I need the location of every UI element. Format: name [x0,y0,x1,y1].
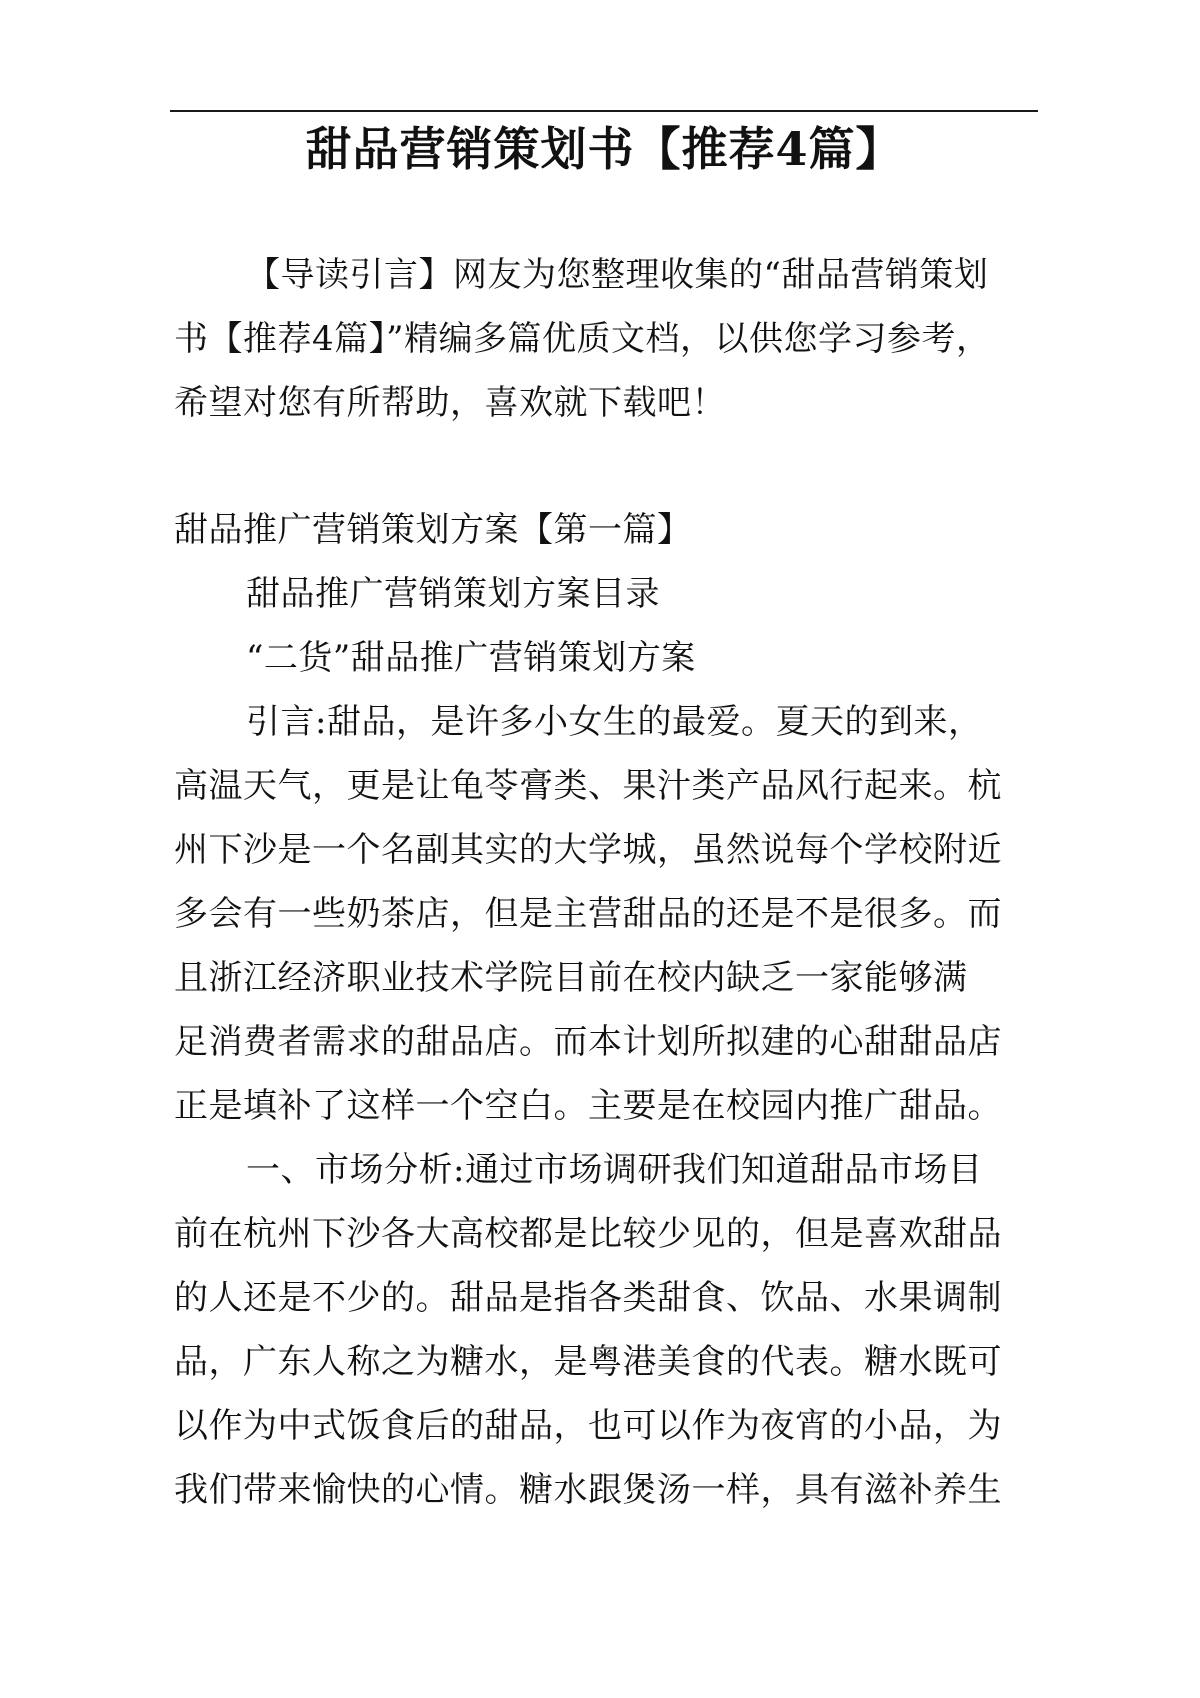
paragraph-line: 品，广东人称之为糖水，是粤港美食的代表。糖水既可 [174,1342,1002,1382]
intro-line: 【导读引言】网友为您整理收集的“甜品营销策划 [246,255,989,295]
document-title: 甜品营销策划书【推荐4篇】 [305,122,903,176]
paragraph-line: 以作为中式饭食后的甜品，也可以作为夜宵的小品，为 [174,1406,1002,1446]
paragraph-line: 正是填补了这样一个空白。主要是在校园内推广甜品。 [174,1086,1002,1126]
paragraph-line: 且浙江经济职业技术学院目前在校内缺乏一家能够满 [174,958,968,998]
intro-line: 书【推荐4篇】”精编多篇优质文档，以供您学习参考， [174,319,991,359]
paragraph-line: 州下沙是一个名副其实的大学城，虽然说每个学校附近 [174,830,1002,870]
paragraph-line: 一、市场分析:通过市场调研我们知道甜品市场目 [246,1150,983,1190]
paragraph-line: 前在杭州下沙各大高校都是比较少见的，但是喜欢甜品 [174,1214,1002,1254]
paragraph-line: 足消费者需求的甜品店。而本计划所拟建的心甜甜品店 [174,1022,1002,1062]
plan-subtitle: “二货”甜品推广营销策划方案 [246,638,696,678]
paragraph-line: 多会有一些奶茶店，但是主营甜品的还是不是很多。而 [174,894,1002,934]
toc-title: 甜品推广营销策划方案目录 [246,574,660,614]
paragraph-line: 高温天气，更是让龟苓膏类、果汁类产品风行起来。杭 [174,766,1002,806]
paragraph-line: 引言:甜品，是许多小女生的最爱。夏天的到来， [246,702,983,742]
intro-line: 希望对您有所帮助，喜欢就下载吧！ [174,383,726,423]
section-heading: 甜品推广营销策划方案【第一篇】 [174,510,692,550]
paragraph-line: 的人还是不少的。甜品是指各类甜食、饮品、水果调制 [174,1278,1002,1318]
header-rule [170,110,1038,112]
paragraph-line: 我们带来愉快的心情。糖水跟煲汤一样，具有滋补养生 [174,1470,1002,1510]
